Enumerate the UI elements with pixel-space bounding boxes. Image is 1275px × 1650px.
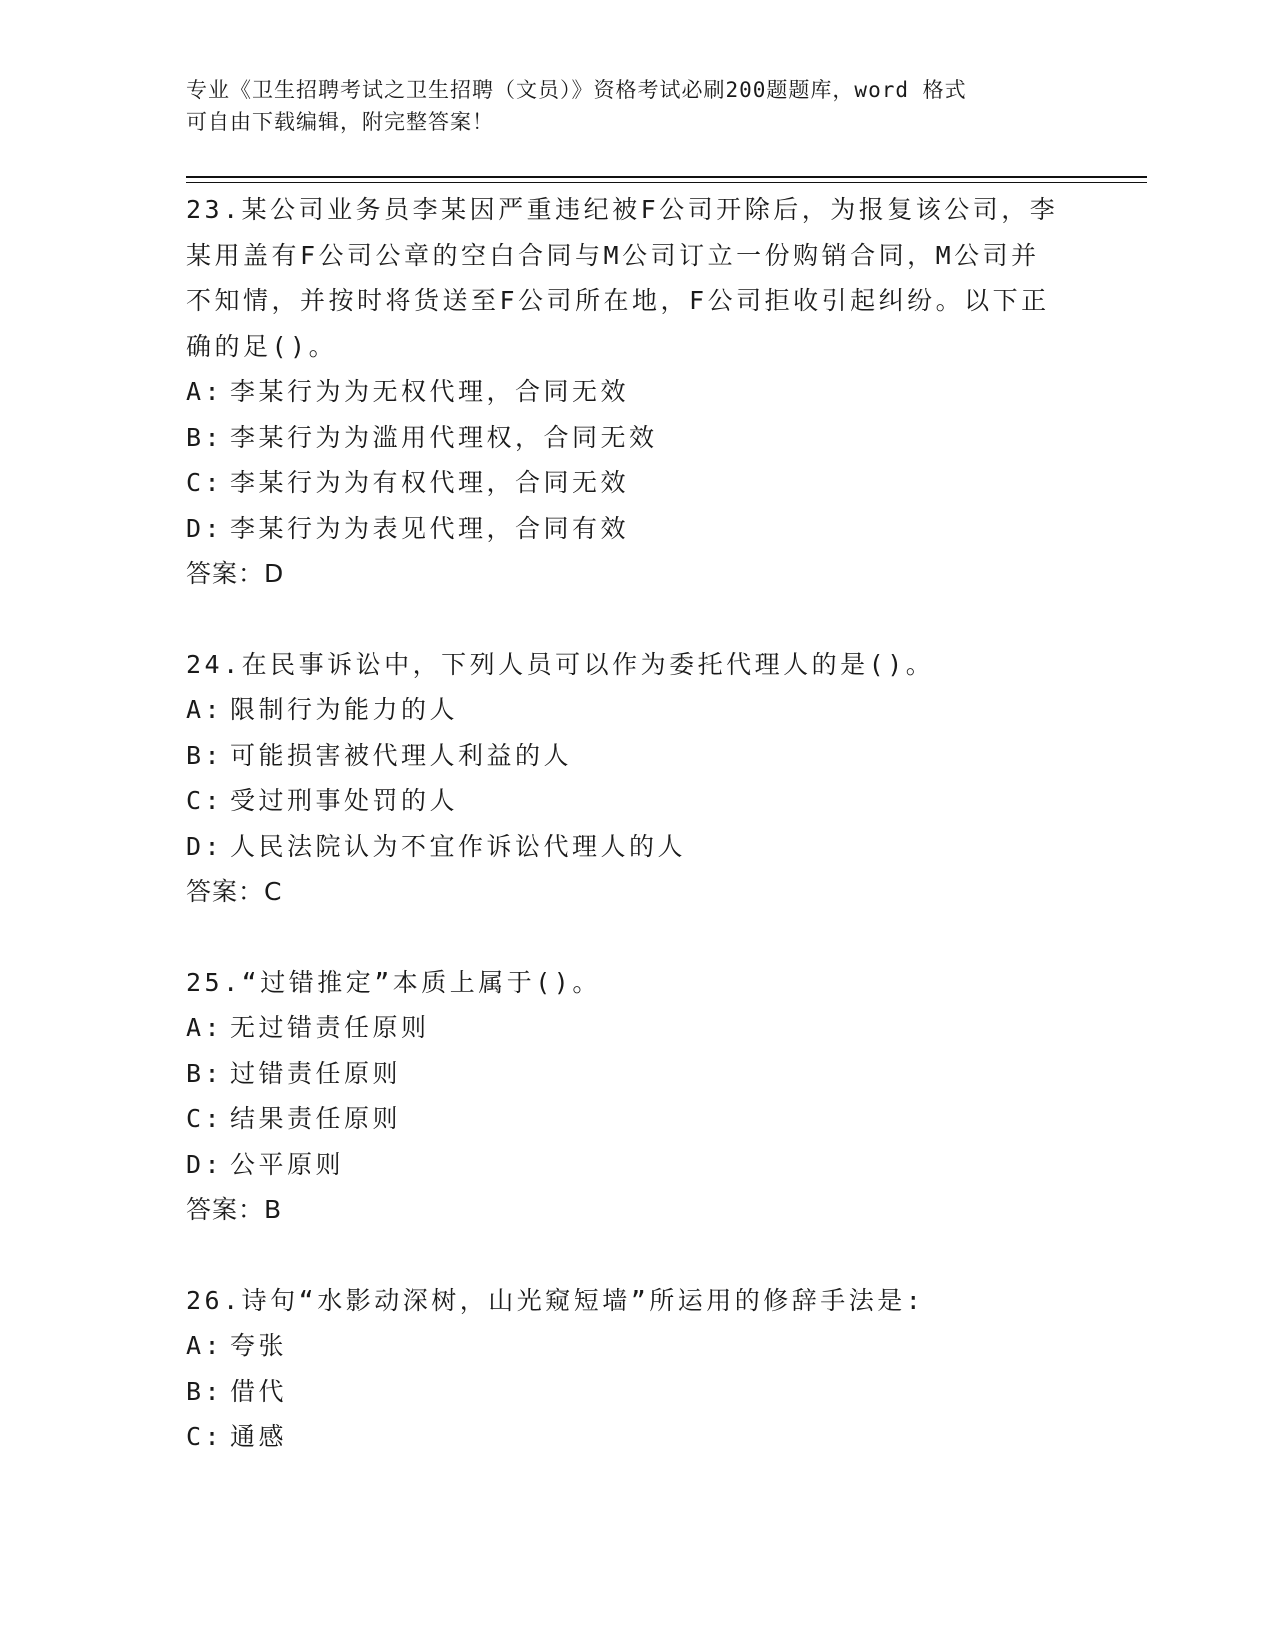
option-text: 通感 xyxy=(230,1422,288,1451)
option-letter: B: xyxy=(186,1376,224,1406)
option-text: 结果责任原则 xyxy=(230,1104,402,1133)
answer-option xyxy=(186,778,1086,824)
option-text: 人民法院认为不宜作诉讼代理人的人 xyxy=(230,831,687,861)
option-text: 借代 xyxy=(230,1376,288,1406)
question-spacer xyxy=(186,915,1086,960)
option-text: 李某行为为滥用代理权，合同无效 xyxy=(230,422,658,452)
option-letter: C: xyxy=(186,1422,224,1451)
answer-option xyxy=(186,1051,1086,1097)
answer-option xyxy=(186,1369,1086,1415)
option-letter: B: xyxy=(186,740,224,770)
option-text: 李某行为为表见代理，合同有效 xyxy=(230,513,630,543)
question-stem-line: 某用盖有F公司公章的空白合同与M公司订立一份购销合同，M公司并 xyxy=(186,240,1040,270)
question-2 xyxy=(186,642,1086,915)
option-letter: D: xyxy=(186,831,224,861)
option-letter: A: xyxy=(186,1013,224,1042)
option-letter: B: xyxy=(186,422,224,452)
option-text: 过错责任原则 xyxy=(230,1058,402,1088)
question-stem-line: 23.某公司业务员李某因严重违纪被F公司开除后，为报复该公司，李 xyxy=(186,195,1059,224)
option-text: 李某行为为有权代理，合同无效 xyxy=(230,468,630,497)
option-letter: A: xyxy=(186,377,224,406)
document-header xyxy=(186,74,1066,138)
answer-option xyxy=(186,733,1086,779)
answer-key: 答案：C xyxy=(186,877,283,906)
header-line-2: 可自由下载编辑，附完整答案！ xyxy=(186,110,494,134)
answer-key: 答案：B xyxy=(186,1195,283,1224)
option-letter: C: xyxy=(186,468,224,497)
option-letter: C: xyxy=(186,786,224,815)
header-rule-thick xyxy=(186,176,1147,178)
option-text: 李某行为为无权代理，合同无效 xyxy=(230,377,630,406)
option-text: 受过刑事处罚的人 xyxy=(230,786,459,815)
option-letter: D: xyxy=(186,1149,224,1179)
answer-option xyxy=(186,1323,1086,1369)
option-text: 夸张 xyxy=(230,1331,288,1360)
question-stem-line: 确的足()。 xyxy=(186,331,338,361)
question-spacer xyxy=(186,597,1086,642)
option-text: 可能损害被代理人利益的人 xyxy=(230,740,573,770)
answer-option xyxy=(186,1414,1086,1460)
answer-option xyxy=(186,506,1086,552)
option-text: 无过错责任原则 xyxy=(230,1013,430,1042)
question-1 xyxy=(186,187,1086,597)
header-rule-thin xyxy=(186,182,1147,183)
answer-option xyxy=(186,415,1086,461)
answer-option xyxy=(186,824,1086,870)
answer-option xyxy=(186,1096,1086,1142)
option-letter: A: xyxy=(186,1331,224,1360)
question-stem-line: 24.在民事诉讼中，下列人员可以作为委托代理人的是()。 xyxy=(186,649,935,679)
question-stem-line: 25.“过错推定”本质上属于()。 xyxy=(186,967,601,997)
answer-option xyxy=(186,1142,1086,1188)
question-stem xyxy=(186,187,1086,369)
question-stem xyxy=(186,960,1086,1006)
question-4 xyxy=(186,1278,1086,1460)
answer-option xyxy=(186,369,1086,415)
answer-option xyxy=(186,1005,1086,1051)
option-letter: A: xyxy=(186,695,224,724)
question-stem xyxy=(186,1278,1086,1324)
question-stem-line: 不知情，并按时将货送至F公司所在地，F公司拒收引起纠纷。以下正 xyxy=(186,286,1050,315)
answer-key: 答案：D xyxy=(186,559,285,588)
question-spacer xyxy=(186,1233,1086,1278)
option-letter: B: xyxy=(186,1058,224,1088)
option-letter: C: xyxy=(186,1104,224,1133)
option-letter: D: xyxy=(186,513,224,543)
header-line-1: 专业《卫生招聘考试之卫生招聘（文员）》资格考试必刷200题题库，word 格式 xyxy=(186,78,967,102)
question-stem xyxy=(186,642,1086,688)
answer-option xyxy=(186,460,1086,506)
answer-option xyxy=(186,687,1086,733)
question-list xyxy=(186,187,1086,1460)
option-text: 限制行为能力的人 xyxy=(230,695,459,724)
option-text: 公平原则 xyxy=(230,1149,345,1179)
question-3 xyxy=(186,960,1086,1233)
question-stem-line: 26.诗句“水影动深树，山光窥短墙”所运用的修辞手法是: xyxy=(186,1285,925,1315)
